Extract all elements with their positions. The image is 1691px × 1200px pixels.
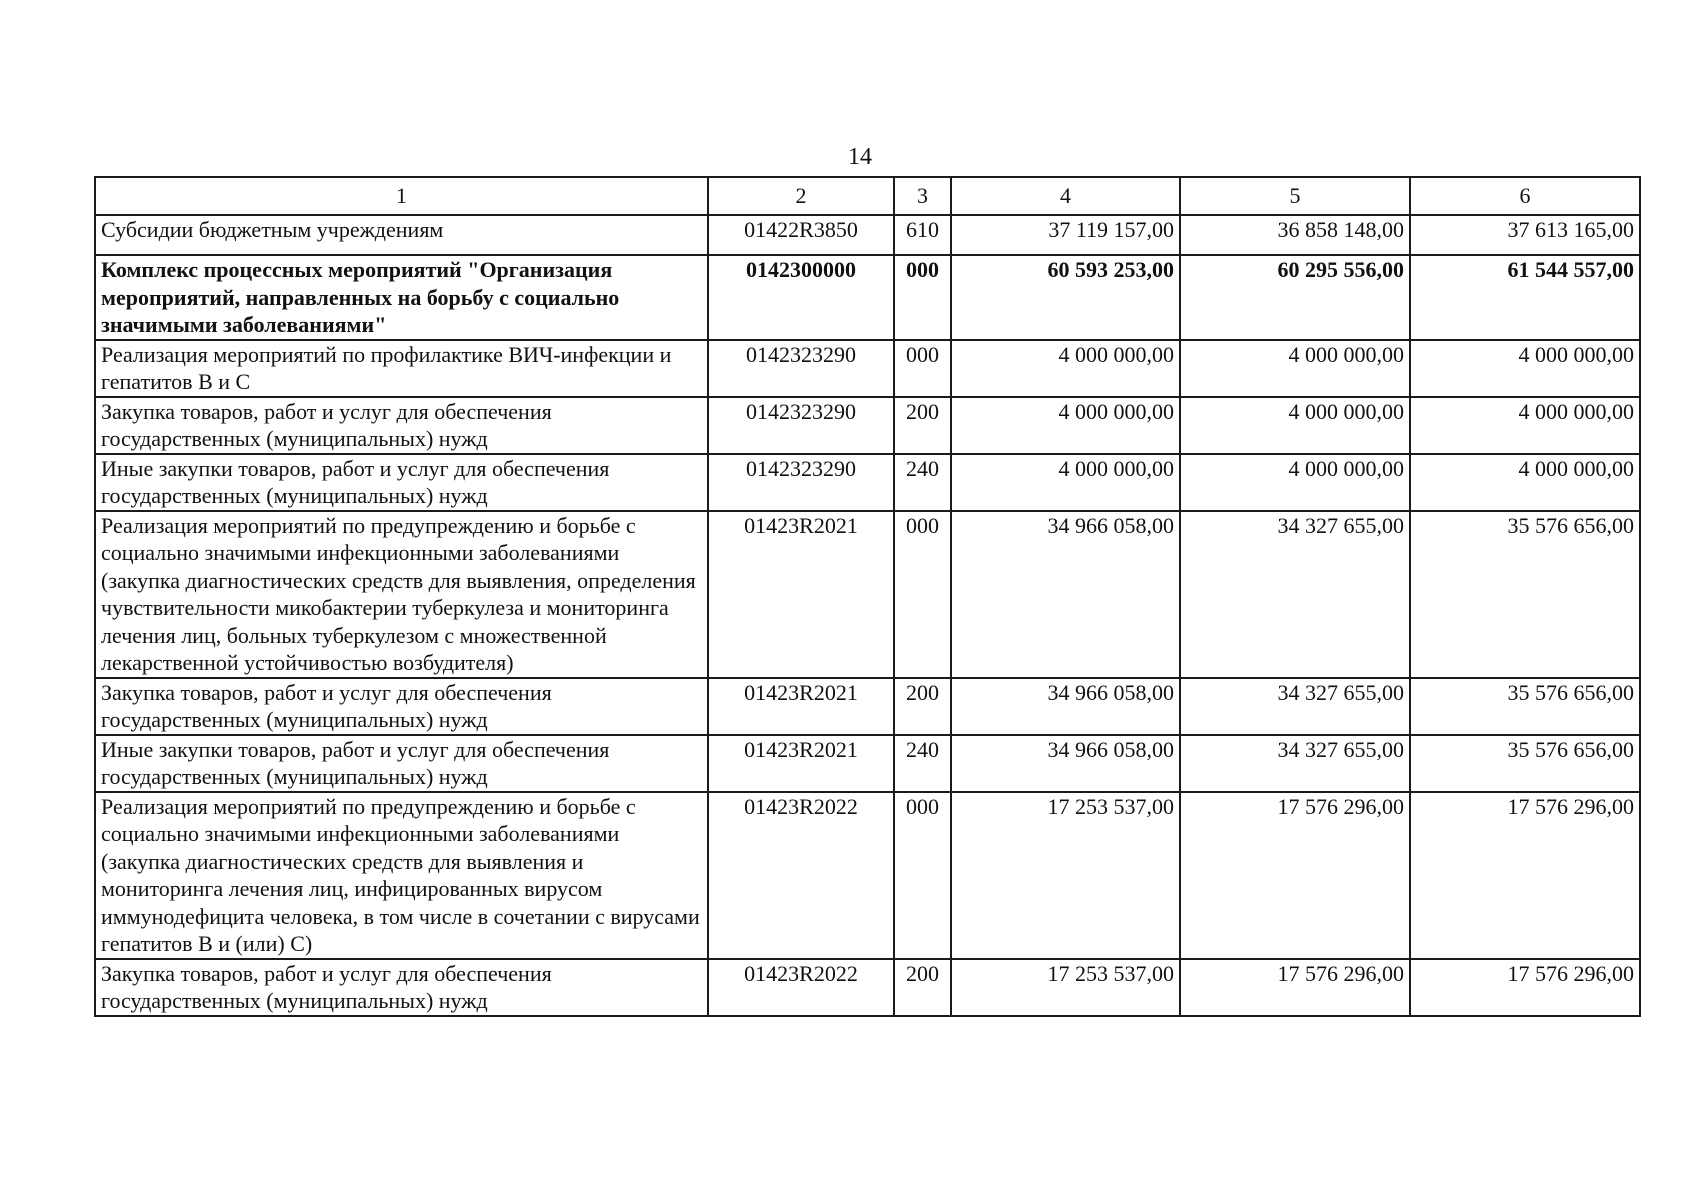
- table-row: [95, 215, 1640, 255]
- row-value-5: 34 327 655,00: [1180, 735, 1410, 792]
- row-code: 01422R3850: [708, 215, 894, 255]
- column-header-1: 1: [95, 177, 708, 215]
- row-value-5: 4 000 000,00: [1180, 397, 1410, 454]
- row-code: 0142323290: [708, 340, 894, 397]
- row-value-6: 61 544 557,00: [1410, 255, 1640, 340]
- row-code: 01423R2021: [708, 735, 894, 792]
- row-code: 01423R2022: [708, 792, 894, 959]
- column-header-6: 6: [1410, 177, 1640, 215]
- row-value-4: 17 253 537,00: [951, 792, 1180, 959]
- table-row: [95, 959, 1640, 1016]
- row-type-code: 610: [894, 215, 951, 255]
- column-header-2: 2: [708, 177, 894, 215]
- row-code: 0142323290: [708, 454, 894, 511]
- row-code: 01423R2021: [708, 511, 894, 678]
- row-value-4: 34 966 058,00: [951, 678, 1180, 735]
- table-row: [95, 511, 1640, 678]
- row-code: 01423R2021: [708, 678, 894, 735]
- row-value-4: 4 000 000,00: [951, 454, 1180, 511]
- row-value-5: 17 576 296,00: [1180, 792, 1410, 959]
- row-type-code: 240: [894, 735, 951, 792]
- row-name: Иные закупки товаров, работ и услуг для обеспечения государственных (муниципальных) нужд: [95, 735, 708, 792]
- row-value-4: 4 000 000,00: [951, 340, 1180, 397]
- row-name: Реализация мероприятий по профилактике ВИЧ-инфекции и гепатитов B и C: [95, 340, 708, 397]
- row-value-6: 35 576 656,00: [1410, 678, 1640, 735]
- row-value-4: 34 966 058,00: [951, 735, 1180, 792]
- row-name: Реализация мероприятий по предупреждению и борьбе с социально значимыми инфекционными заболеваниями (закупка диагностических средств для выявления, определения чувствительности микобактерии туберкулеза и мониторинга лечения лиц, больных туберкулезом с множественной лекарственной устойчивостью возбудителя): [95, 511, 708, 678]
- row-value-4: 37 119 157,00: [951, 215, 1180, 255]
- row-type-code: 240: [894, 454, 951, 511]
- table-header-row: [95, 177, 1640, 215]
- row-type-code: 200: [894, 959, 951, 1016]
- row-type-code: 000: [894, 511, 951, 678]
- row-value-5: 4 000 000,00: [1180, 340, 1410, 397]
- row-value-6: 17 576 296,00: [1410, 959, 1640, 1016]
- table-row: [95, 792, 1640, 959]
- row-value-5: 17 576 296,00: [1180, 959, 1410, 1016]
- row-value-6: 4 000 000,00: [1410, 397, 1640, 454]
- column-header-4: 4: [951, 177, 1180, 215]
- table-row: [95, 255, 1640, 340]
- row-value-4: 34 966 058,00: [951, 511, 1180, 678]
- row-value-6: 35 576 656,00: [1410, 511, 1640, 678]
- row-name: Закупка товаров, работ и услуг для обеспечения государственных (муниципальных) нужд: [95, 678, 708, 735]
- page-number: 14: [848, 144, 872, 170]
- row-name: Субсидии бюджетным учреждениям: [95, 215, 708, 255]
- table-row: [95, 735, 1640, 792]
- row-value-4: 60 593 253,00: [951, 255, 1180, 340]
- row-type-code: 000: [894, 340, 951, 397]
- table-row: [95, 340, 1640, 397]
- row-type-code: 200: [894, 397, 951, 454]
- column-header-5: 5: [1180, 177, 1410, 215]
- row-name: Закупка товаров, работ и услуг для обеспечения государственных (муниципальных) нужд: [95, 959, 708, 1016]
- row-value-6: 37 613 165,00: [1410, 215, 1640, 255]
- table-row: [95, 454, 1640, 511]
- row-value-5: 34 327 655,00: [1180, 511, 1410, 678]
- row-name: Реализация мероприятий по предупреждению и борьбе с социально значимыми инфекционными заболеваниями (закупка диагностических средств для выявления и мониторинга лечения лиц, инфицированных вирусом иммунодефицита человека, в том числе в сочетании с вирусами гепатитов B и (или) C): [95, 792, 708, 959]
- row-code: 0142300000: [708, 255, 894, 340]
- row-type-code: 000: [894, 792, 951, 959]
- row-value-6: 35 576 656,00: [1410, 735, 1640, 792]
- row-value-6: 4 000 000,00: [1410, 340, 1640, 397]
- table-row: [95, 397, 1640, 454]
- row-value-4: 17 253 537,00: [951, 959, 1180, 1016]
- budget-table: [94, 176, 1641, 1017]
- row-value-5: 4 000 000,00: [1180, 454, 1410, 511]
- row-value-4: 4 000 000,00: [951, 397, 1180, 454]
- row-value-5: 36 858 148,00: [1180, 215, 1410, 255]
- row-name: Иные закупки товаров, работ и услуг для обеспечения государственных (муниципальных) нужд: [95, 454, 708, 511]
- row-code: 01423R2022: [708, 959, 894, 1016]
- row-value-6: 17 576 296,00: [1410, 792, 1640, 959]
- row-type-code: 000: [894, 255, 951, 340]
- row-value-5: 34 327 655,00: [1180, 678, 1410, 735]
- row-value-6: 4 000 000,00: [1410, 454, 1640, 511]
- row-name: Комплекс процессных мероприятий "Организация мероприятий, направленных на борьбу с социально значимыми заболеваниями": [95, 255, 708, 340]
- row-name: Закупка товаров, работ и услуг для обеспечения государственных (муниципальных) нужд: [95, 397, 708, 454]
- column-header-3: 3: [894, 177, 951, 215]
- row-code: 0142323290: [708, 397, 894, 454]
- row-type-code: 200: [894, 678, 951, 735]
- table-row: [95, 678, 1640, 735]
- row-value-5: 60 295 556,00: [1180, 255, 1410, 340]
